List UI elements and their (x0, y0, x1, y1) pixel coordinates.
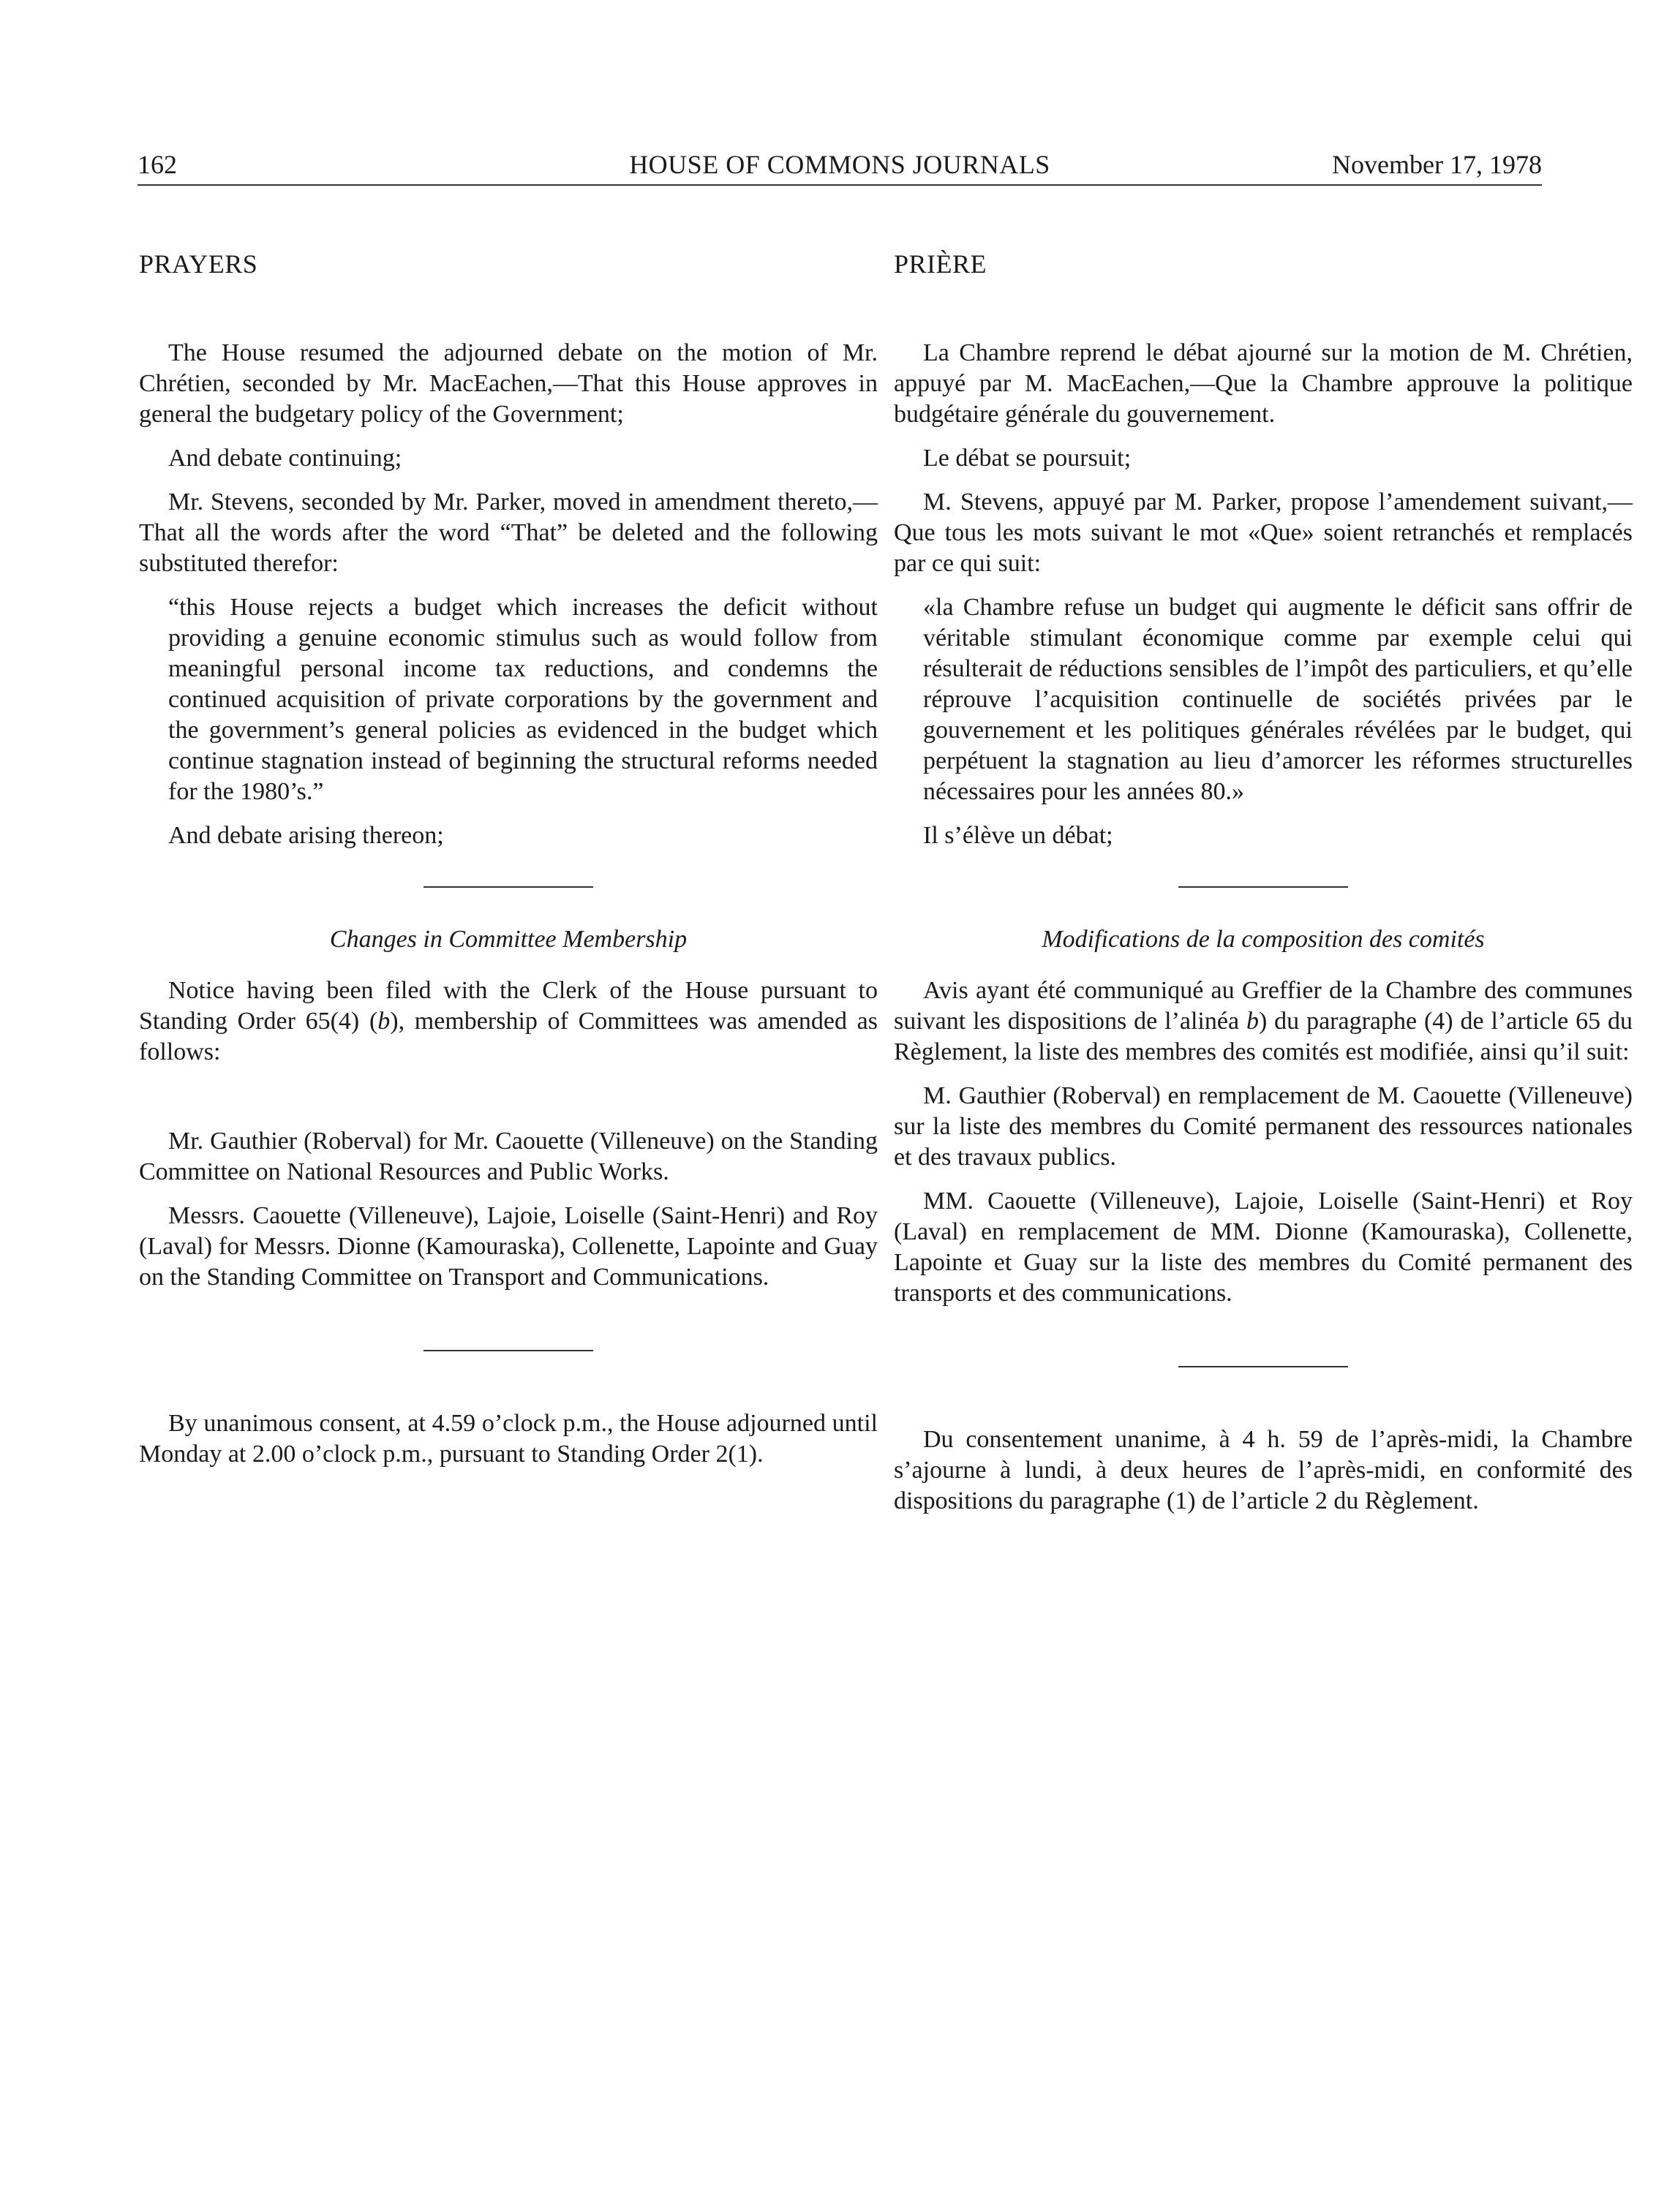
amendment-quote: “this House rejects a budget which increases the deficit without providing a genuine economic stimulus such as would follow from meaningful personal income tax reductions, and condemns the continued acquisition of private corporations by the government and the government’s general policies as evidenced in the budget which continue stagnation instead of beginning the structural reforms needed for the 1980’s.” (168, 594, 878, 805)
section-heading: PRIÈRE (894, 249, 987, 279)
amendment-quote: «la Chambre refuse un budget qui augmente le déficit sans offrir de véritable stimulant économique comme par exemple celui qui résulterait de réductions sensibles de l’impôt des particuliers, et qu’elle réprouve l’acquisition continuelle de sociétés privées par le gouvernement et les politiques générales révélées par le budget, qui perpétuent la stagnation au lieu d’amorcer les réformes structurelles nécessaires pour les années 80.» (923, 594, 1633, 805)
section-heading: PRAYERS (139, 249, 258, 279)
section-subheading: Modifications de la composition des comités (1042, 926, 1485, 953)
paragraph: M. Stevens, appuyé par M. Parker, propose l’amendement suivant,—Que tous les mots suivant le mot «Que» soient retranchés et remplacés par ce qui suit: (894, 488, 1633, 577)
journal-title: HOUSE OF COMMONS JOURNALS (629, 150, 1050, 179)
paragraph: Notice having been filed with the Clerk of the House pursuant to Standing Order 65(4) (b), membership of Committees was amended as follows: (139, 977, 878, 1065)
page-header (138, 145, 1542, 186)
paragraph: And debate arising thereon; (168, 822, 444, 849)
paragraph: The House resumed the adjourned debate on the motion of Mr. Chrétien, seconded by Mr. MacEachen,—That this House approves in general the budgetary policy of the Government; (139, 339, 878, 428)
section-subheading: Changes in Committee Membership (329, 926, 688, 953)
paragraph: La Chambre reprend le débat ajourné sur la motion de M. Chrétien, appuyé par M. MacEachen,—Que la Chambre approuve la politique budgétaire générale du gouvernement. (894, 339, 1633, 428)
paragraph: Du consentement unanime, à 4 h. 59 de l’après-midi, la Chambre s’ajourne à lundi, à deux heures de l’après-midi, en conformité des dispositions du paragraphe (1) de l’article 2 du Règlement. (894, 1426, 1633, 1514)
paragraph: M. Gauthier (Roberval) en remplacement de M. Caouette (Villeneuve) sur la liste des membres du Comité permanent des ressources nationales et des travaux publics. (894, 1082, 1633, 1171)
english-column (139, 249, 878, 1483)
french-column (894, 249, 1633, 1530)
paragraph: Mr. Stevens, seconded by Mr. Parker, moved in amendment thereto,—That all the words after the word “That” be deleted and the following substituted therefor: (139, 488, 878, 577)
paragraph: And debate continuing; (168, 445, 402, 472)
paragraph: Le débat se poursuit; (923, 445, 1132, 472)
page-number: 162 (138, 150, 177, 179)
paragraph: MM. Caouette (Villeneuve), Lajoie, Loiselle (Saint-Henri) et Roy (Laval) en remplacement de MM. Dionne (Kamouraska), Collenette, Lapointe et Guay sur la liste des membres du Comité permanent des transports et des communications. (894, 1188, 1633, 1307)
paragraph: Mr. Gauthier (Roberval) for Mr. Caouette (Villeneuve) on the Standing Committee on National Resources and Public Works. (139, 1128, 878, 1185)
paragraph: Messrs. Caouette (Villeneuve), Lajoie, Loiselle (Saint-Henri) and Roy (Laval) for Messrs. Dionne (Kamouraska), Collenette, Lapointe and Guay on the Standing Committee on Transport and Communications. (139, 1202, 878, 1291)
paragraph: Avis ayant été communiqué au Greffier de la Chambre des communes suivant les dispositions de l’alinéa b) du paragraphe (4) de l’article 65 du Règlement, la liste des membres des comités est modifiée, ainsi qu’il suit: (894, 977, 1633, 1065)
paragraph: By unanimous consent, at 4.59 o’clock p.m., the House adjourned until Monday at 2.00 o’clock p.m., pursuant to Standing Order 2(1). (139, 1410, 878, 1468)
journal-date: November 17, 1978 (1332, 150, 1542, 179)
paragraph: Il s’élève un débat; (923, 822, 1113, 849)
